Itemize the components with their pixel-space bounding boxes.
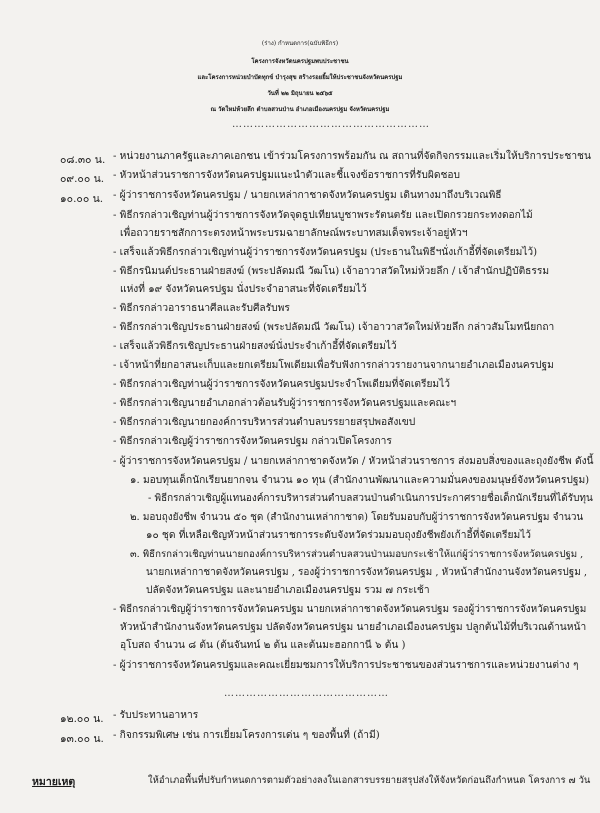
event-date: วันที่ ๒๒ มิถุนายน ๒๕๖๕ (267, 90, 333, 97)
project-title: โครงการจังหวัดนครปฐมพบประชาชน (251, 58, 349, 65)
project-subtitle: และโครงการหน่วยบำบัดทุกข์ บำรุงสุข สร้างรอยยิ้มให้ประชาชนจังหวัดนครปฐม (197, 74, 403, 81)
schedule-line: - พิธีกรกล่าวเชิญผู้ว่าราชการจังหวัดนครปฐม นายกเหล่ากาชาดจังหวัดนครปฐม รองผู้ว่าราชการจังหวัดนครปฐม (113, 604, 587, 615)
schedule-line: เพื่อถวายราชสักการะตรงหน้าพระบรมฉายาลักษณ์พระบาทสมเด็จพระเจ้าอยู่หัวฯ (120, 228, 468, 239)
note-label: หมายเหตุ (32, 776, 76, 788)
schedule-line: - ผู้ว่าราชการจังหวัดนครปฐมและคณะเยี่ยมชมการให้บริการประชาชนของส่วนราชการและหน่วยงานต่าง ๆ (113, 660, 579, 671)
schedule-line: - พิธีกรกล่าวเชิญนายกองค์การบริหารส่วนตำบลบรรยายสรุปพอสังเขป (113, 417, 416, 428)
schedule-line: ๑. มอบทุนเด็กนักเรียนยากจน จำนวน ๑๐ ทุน (สำนักงานพัฒนาและความมั่นคงของมนุษย์จังหวัดนครปฐม) (130, 475, 590, 486)
schedule-line: - พิธีกรนิมนต์ประธานฝ่ายสงฆ์ (พระปลัดมณี วัฒโน) เจ้าอาวาสวัดใหม่ห้วยลึก / เจ้าสำนักปฏิบัติธรรม (113, 266, 550, 277)
event-place: ณ วัดใหม่ห้วยลึก ตำบลสวนป่าน อำเภอเมืองนครปฐม จังหวัดนครปฐม (210, 106, 390, 113)
schedule-line: อุโบสถ จำนวน ๘ ต้น (ต้นจันทน์ ๒ ต้น และต้นมะฮอกกานี ๖ ต้น ) (120, 640, 406, 651)
time-1200: ๑๒.๐๐ น. (60, 713, 104, 725)
schedule-line: - กิจกรรมพิเศษ เช่น การเยี่ยมโครงการเด่น ๆ ของพื้นที่ (ถ้ามี) (113, 730, 380, 741)
schedule-line: - พิธีกรกล่าวเชิญท่านผู้ว่าราชการจังหวัดนครปฐมประจำโพเดียมที่จัดเตรียมไว้ (113, 379, 450, 390)
schedule-line: - เสร็จแล้วพิธีกรเชิญประธานฝ่ายสงฆ์นั่งประจำเก้าอี้ที่จัดเตรียมไว้ (113, 341, 397, 352)
schedule-line: ปลัดจังหวัดนครปฐม และนายอำเภอเมืองนครปฐม รวม ๗ กระเช้า (146, 585, 430, 596)
schedule-line: แห่งที่ ๑๙ จังหวัดนครปฐม นั่งประจำอาสนะที่จัดเตรียมไว้ (120, 284, 367, 295)
schedule-line: - หน่วยงานภาครัฐและภาคเอกชน เข้าร่วมโครงการพร้อมกัน ณ สถานที่จัดกิจกรรมและเริ่มให้บริการประชาชน (113, 151, 591, 162)
schedule-line: นายกเหล่ากาชาดจังหวัดนครปฐม , รองผู้ว่าราชการจังหวัดนครปฐม , หัวหน้าสำนักงานจังหวัดนครปฐม , (146, 567, 588, 578)
schedule-line: ๒. มอบถุงยังชีพ จำนวน ๕๐ ชุด (สำนักงานเหล่ากาชาด) โดยรับมอบกับผู้ว่าราชการจังหวัดนครปฐม จำนวน (130, 512, 584, 523)
time-0900: ๐๙.๐๐ น. (60, 173, 105, 185)
schedule-line: - พิธีกรกล่าวเชิญท่านผู้ว่าราชการจังหวัดจุดธูปเทียนบูชาพระรัตนตรัย และเปิดกรวยกระทงดอกไม้ (113, 210, 533, 221)
schedule-line: หัวหน้าสำนักงานจังหวัดนครปฐม ปลัดจังหวัดนครปฐม นายอำเภอเมืองนครปฐม ปลูกต้นไม้ที่บริเวณด้านหน้า (120, 622, 587, 633)
draft-title: (ร่าง) กำหนดการ(ฉบับพิธีกร) (261, 40, 339, 47)
time-1300: ๑๓.๐๐ น. (60, 733, 104, 745)
time-0830: ๐๘.๓๐ น. (60, 154, 106, 166)
time-1000: ๑๐.๐๐ น. (60, 193, 104, 205)
note-text: ให้อำเภอพื้นที่ปรับกำหนดการตามตัวอย่างลงในเอกสารบรรยายสรุปส่งให้จังหวัดก่อนถึงกำหนด โครงการ ๗ วัน (148, 775, 591, 786)
schedule-line: - พิธีกรกล่าวเชิญนายอำเภอกล่าวต้อนรับผู้ว่าราชการจังหวัดนครปฐมและคณะฯ (113, 398, 457, 409)
schedule-line: - พิธีกรกล่าวเชิญผู้แทนองค์การบริหารส่วนตำบลสวนป่านดำเนินการประกาศรายชื่อเด็กนักเรียนที่ได้รับทุน (148, 493, 593, 504)
schedule-line: - พิธีกรกล่าวเชิญผู้ว่าราชการจังหวัดนครปฐม กล่าวเปิดโครงการ (113, 436, 392, 447)
schedule-line: - เจ้าหน้าที่ยกอาสนะเก็บและยกเตรียมโพเดียมเพื่อรับฟังการกล่าวรายงานจากนายอำเภอเมืองนครปฐม (113, 360, 554, 371)
schedule-line: - เสร็จแล้วพิธีกรกล่าวเชิญท่านผู้ว่าราชการจังหวัดนครปฐม (ประธานในพิธีฯนั่งเก้าอี้ที่จัดเตรียมไว้) (113, 247, 538, 258)
schedule-line: - พิธีกรกล่าวเชิญประธานฝ่ายสงฆ์ (พระปลัดมณี วัฒโน) เจ้าอาวาสวัดใหม่ห้วยลึก กล่าวสัมโมทนียกถา (113, 322, 555, 333)
schedule-line: ๓. พิธีกรกล่าวเชิญท่านนายกองค์การบริหารส่วนตำบลสวนป่านมอบกระเช้าให้แก่ผู้ว่าราชการจังหวัดนครปฐม , (130, 549, 584, 560)
schedule-line: - ผู้ว่าราชการจังหวัดนครปฐม / นายกเหล่ากาชาดจังหวัดนครปฐม เดินทางมาถึงบริเวณพิธี (113, 190, 502, 201)
schedule-line: - รับประทานอาหาร (113, 710, 199, 721)
schedule-line: - ผู้ว่าราชการจังหวัดนครปฐม / นายกเหล่ากาชาดจังหวัด / หัวหน้าส่วนราชการ ส่งมอบสิ่งของและถุงยังชีพ ดังนี้ (113, 456, 594, 467)
schedule-line: - หัวหน้าส่วนราชการจังหวัดนครปฐมแนะนำตัวและชี้แจงข้อราชการที่รับผิดชอบ (113, 170, 460, 181)
footer-divider: ……………………………………… (224, 688, 389, 699)
header-divider: ……………………………………………… (232, 119, 430, 130)
schedule-line: - พิธีกรกล่าวอาราธนาศีลและรับศีลรับพร (113, 303, 290, 314)
schedule-line: ๑๐ ชุด ที่เหลือเชิญหัวหน้าส่วนราชการระดับจังหวัดร่วมมอบถุงยังชีพยังเก้าอี้ที่จัดเตรียมไว้ (146, 530, 532, 541)
